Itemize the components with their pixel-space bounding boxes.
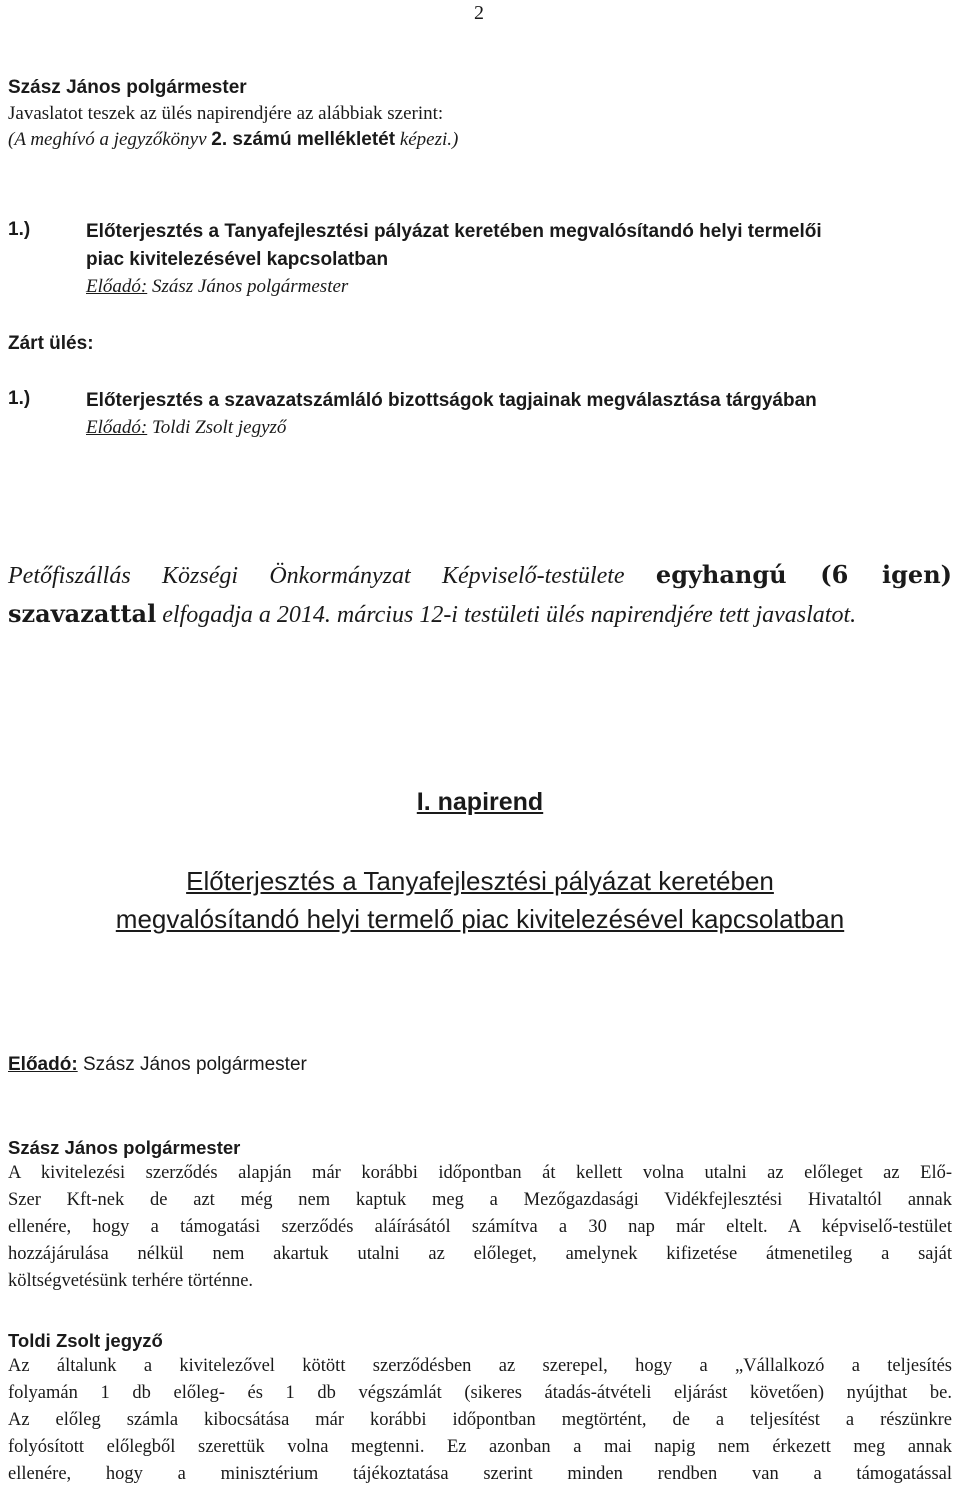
speech-2-line: ellenére, hogy a minisztérium tájékoztatása szerint minden rendben van a támogatással (8, 1464, 952, 1484)
speech-1-line: költségvetésünk terhére történne. (8, 1271, 254, 1291)
closed-item-presenter (86, 415, 286, 441)
speech-2-text (8, 1353, 952, 1488)
agenda-item-title-line-1: Előterjesztés a Tanyafejlesztési pályázat keretében megvalósítandó helyi termelői (86, 221, 822, 242)
speech-2-speaker: Toldi Zsolt jegyző (8, 1330, 163, 1351)
presenter-name: Szász János polgármester (77, 1054, 307, 1075)
presenter-name: Szász János polgármester (147, 276, 349, 297)
speech-2-line: Az előleg számla kibocsátása már korábbi időpontban megtörtént, de a teljesítést a részünkre (8, 1410, 952, 1430)
page-number: 2 (474, 2, 484, 24)
resolution-part-3: elfogadja a 2014. március 12-i testületi ülés napirendjére tett javaslatot. (156, 602, 857, 628)
closed-session-label: Zárt ülés: (8, 333, 94, 354)
section-presenter (8, 1052, 307, 1078)
speech-1-speaker: Szász János polgármester (8, 1137, 241, 1158)
section-title (20, 862, 940, 938)
resolution-part-2: egyhangú (6 igen) szavazattal (8, 560, 952, 628)
speech-2-line: Az általunk a kivitelezővel kötött szerződésben az szerepel, hogy a „Vállalkozó a teljesítés (8, 1356, 952, 1376)
section-title-line-2: megvalósítandó helyi termelő piac kivitelezésével kapcsolatban (115, 904, 845, 934)
intro-line-1: Javaslatot teszek az ülés napirendjére az alábbiak szerint: (8, 103, 444, 124)
speech-1-line: ellenére, hogy a támogatási szerződés aláírásától számítva a 30 nap már eltelt. A képviselő-testület (8, 1217, 952, 1237)
resolution-text (8, 556, 952, 634)
speech-1-line: A kivitelezési szerződés alapján már korábbi időpontban át kellett volna utalni az előleget az Elő- (8, 1163, 952, 1183)
presenter-label: Előadó: (86, 417, 148, 438)
agenda-item-number: 1.) (8, 219, 31, 240)
section-title-line-1: Előterjesztés a Tanyafejlesztési pályázat keretében (186, 866, 774, 896)
speech-2-line: folyamán 1 db előleg- és 1 db végszámlát (sikeres átadás-átvételi eljárást követően) nyújthat be. (8, 1383, 952, 1403)
intro-speaker: Szász János polgármester (8, 77, 247, 98)
speech-1-line: hozzájárulása nélkül nem akartuk utalni az előleget, amelynek kifizetése átmenetileg a saját (8, 1244, 952, 1264)
presenter-label: Előadó: (8, 1054, 78, 1075)
agenda-item-presenter (86, 274, 348, 300)
speech-1-line: Szer Kft-nek de azt még nem kaptuk meg a Mezőgazdasági Vidékfejlesztési Hivataltól annak (8, 1190, 952, 1210)
presenter-label: Előadó: (86, 276, 148, 297)
intro-line-2 (8, 127, 952, 153)
intro-line-2-c: képezi.) (395, 129, 459, 150)
presenter-name: Toldi Zsolt jegyző (147, 417, 287, 438)
resolution-part-1: Petőfiszállás Községi Önkormányzat Képviselő-testülete (8, 563, 656, 589)
speech-1-text (8, 1160, 952, 1295)
intro-line-2-a: (A meghívó a jegyzőkönyv (8, 129, 212, 150)
speech-2-line: folyósított előlegből szerettük volna megtenni. Ez azonban a mai napig nem érkezett meg annak (8, 1437, 952, 1457)
intro-line-2-b: 2. számú mellékletét (211, 129, 396, 150)
closed-item-number: 1.) (8, 388, 31, 409)
agenda-heading: I. napirend (416, 788, 544, 816)
closed-item-title: Előterjesztés a szavazatszámláló bizottságok tagjainak megválasztása tárgyában (86, 390, 817, 411)
agenda-item-title-line-2: piac kivitelezésével kapcsolatban (86, 249, 389, 270)
